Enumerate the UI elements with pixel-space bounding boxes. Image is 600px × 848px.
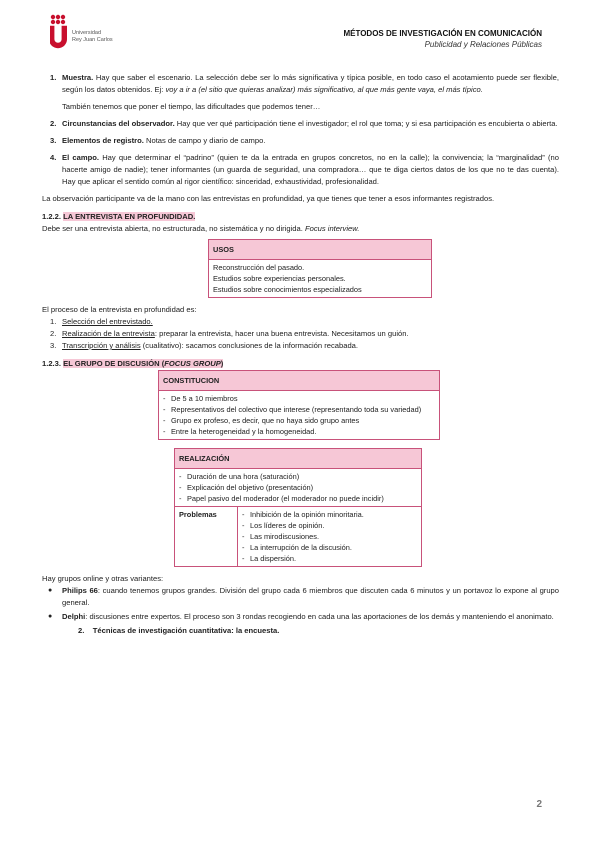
constitucion-table xyxy=(158,370,440,440)
observation-list xyxy=(42,72,559,96)
usos-header: USOS xyxy=(209,240,432,260)
list-item: 2. Realización de la entrevista: preparar la entrevista, hacer una buena entrevista. Necesitamos un guión. xyxy=(50,329,409,338)
realizacion-header: REALIZACIÓN xyxy=(175,449,422,469)
proceso-list xyxy=(42,316,559,352)
list-item: 1. Muestra. Hay que saber el escenario. La selección debe ser lo más significativa y típica posible, en todo caso el acotamiento puede ser flexible, según los datos obtenidos. Ej: voy a ir a (el sitio que quieras analizar) más significativo, al que más gente vaya, el más típico. xyxy=(50,73,559,94)
document-body xyxy=(42,72,559,637)
realizacion-cell: - Duración de una hora (saturación) - Explicación del objetivo (presentación) - Papel pasivo del moderador (el moderador no puede incidir) xyxy=(175,469,422,507)
proceso-intro: El proceso de la entrevista en profundidad es: xyxy=(42,305,197,314)
list-item: 4. El campo. Hay que determinar el “padrino” (quien te da la entrada en grupos concretos, no en la calle); la convivencia; la “marginalidad” (no hacerte amigo de nadie); tener informantes (un guarda de seguridad, una compradora… que te diga ciertos datos de los que no te das cuenta). Hay que aplicar el sentido común al rigor científico: sinceridad, exhaustividad, profesionalidad. xyxy=(50,153,559,186)
entrevista-description: Debe ser una entrevista abierta, no estructurada, no sistemática y no dirigida. Focus interview. xyxy=(42,224,360,233)
observacion-paragraph: La observación participante va de la mano con las entrevistas en profundidad, ya que tienes que tener a esos informantes registrados. xyxy=(42,194,495,203)
problemas-label: Problemas xyxy=(175,507,238,567)
list-item: ● Delphi: discusiones entre expertos. El proceso son 3 rondas recogiendo en cada una las aportaciones de los demás y manteniendo el anonimato. xyxy=(42,611,559,623)
list-item: 2. Circunstancias del observador. Hay que ver qué participación tiene el investigador; el rol que toma; y si esa participación es encubierta o abierta. xyxy=(50,119,558,128)
logo-text: Universidad Rey Juan Carlos xyxy=(72,30,113,43)
problemas-cell: - Inhibición de la opinión minoritaria. - Los líderes de opinión. - Las mirodiscusiones. - La interrupción de la discusión. - La dispersión. xyxy=(238,507,422,567)
constitucion-cell: - De 5 a 10 miembros - Representativos del colectivo que interese (representando toda su variedad) - Grupo ex profeso, es decir, que no haya sido grupo antes - Entre la heterogeneidad y la homogeneidad. xyxy=(159,391,440,440)
observation-list-cont xyxy=(42,118,559,188)
usos-cell: Reconstrucción del pasado. Estudios sobre experiencias personales. Estudios sobre conocimientos especializados xyxy=(209,260,432,298)
next-section-heading: 2. Técnicas de investigación cuantitativa: la encuesta. xyxy=(78,626,280,635)
header-subtitle: Publicidad y Relaciones Públicas xyxy=(424,40,542,49)
usos-table xyxy=(208,239,432,298)
muestra-extra-text: También tenemos que poner el tiempo, las dificultades que podemos tener… xyxy=(62,102,321,111)
constitucion-header: CONSTITUCION xyxy=(159,371,440,391)
list-item: ● Philips 66: cuando tenemos grupos grandes. División del grupo cada 6 miembros que discuten cada 6 minutos y un portavoz lo expone al grupo general. xyxy=(42,585,559,609)
page-number: 2 xyxy=(536,799,542,810)
list-item: 1. Selección del entrevistado. xyxy=(50,317,153,326)
list-item: 3. Transcripción y análisis (cualitativo): sacamos conclusiones de la información recabada. xyxy=(50,341,359,350)
section-heading-123: 1.2.3. EL GRUPO DE DISCUSIÓN (FOCUS GROUP) xyxy=(42,359,224,368)
variantes-list xyxy=(42,585,559,623)
grupos-intro: Hay grupos online y otras variantes: xyxy=(42,574,164,583)
section-heading-122: 1.2.2. LA ENTREVISTA EN PROFUNDIDAD. xyxy=(42,212,196,221)
list-item: 3. Elementos de registro. Notas de campo y diario de campo. xyxy=(50,136,266,145)
realizacion-table xyxy=(174,448,422,567)
header-title: MÉTODOS DE INVESTIGACIÓN EN COMUNICACIÓN xyxy=(343,29,542,38)
